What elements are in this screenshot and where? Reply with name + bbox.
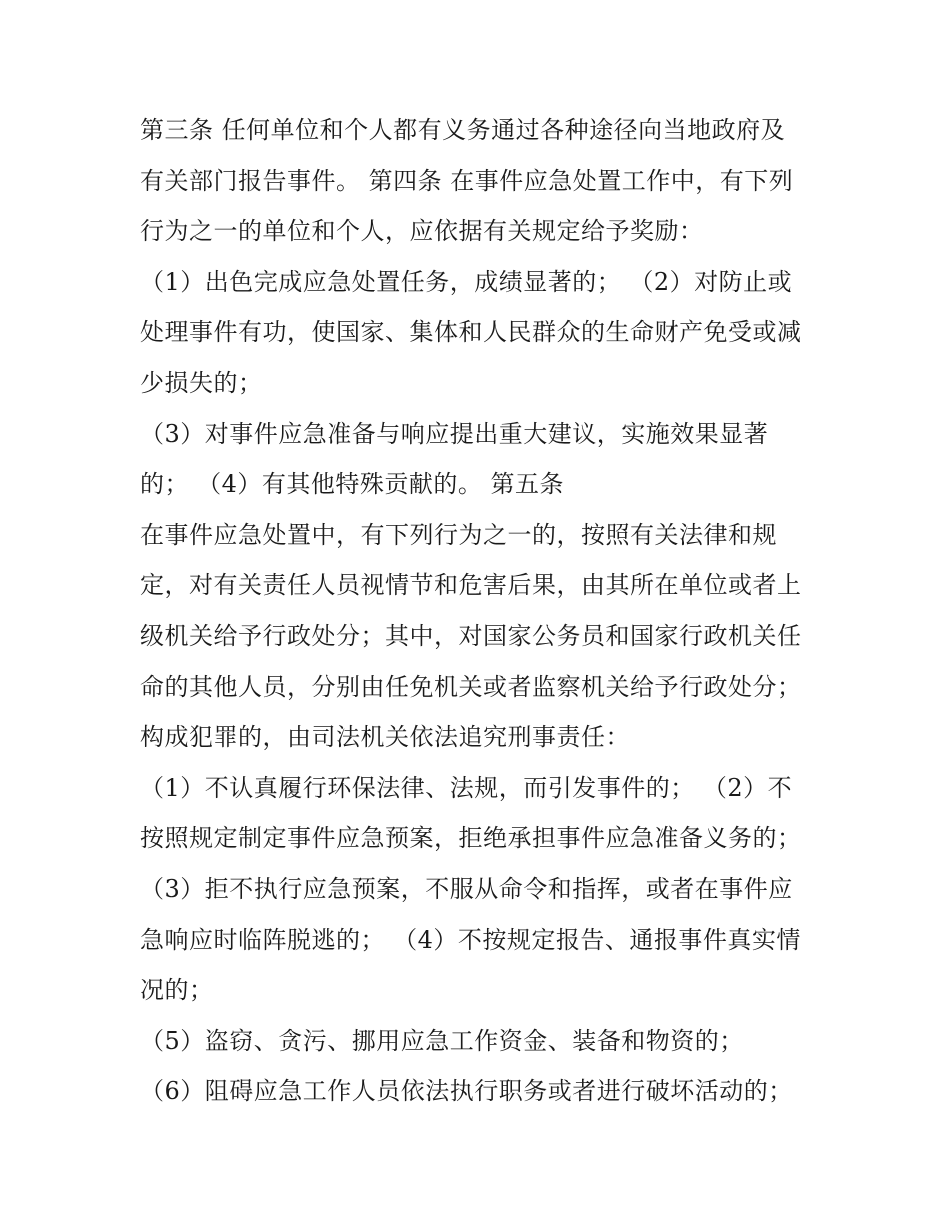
text-line: 按照规定制定事件应急预案，拒绝承担事件应急准备义务的； [140,824,802,852]
text-line: （1）出色完成应急处置任务，成绩显著的； （2）对防止或 [140,268,793,296]
text-line: 在事件应急处置中，有下列行为之一的，按照有关法律和规 [140,521,777,549]
text-line: 少损失的； [140,369,263,397]
text-line: 处理事件有功，使国家、集体和人民群众的生命财产免受或减 [140,318,802,346]
text-line: 有关部门报告事件。 第四条 在事件应急处置工作中，有下列 [140,167,794,195]
text-line: 况的； [140,976,214,1004]
text-line: （5）盗窃、贪污、挪用应急工作资金、装备和物资的； [140,1027,744,1055]
text-line: 级机关给予行政处分；其中，对国家公务员和国家行政机关任 [140,622,802,650]
text-line: 急响应时临阵脱逃的； （4）不按规定报告、通报事件真实情 [140,926,801,954]
text-line: 命的其他人员，分别由任免机关或者监察机关给予行政处分； [140,673,802,701]
text-line: （3）对事件应急准备与响应提出重大建议，实施效果显著 [140,420,769,448]
text-line: （1）不认真履行环保法律、法规，而引发事件的； （2）不 [140,774,793,802]
text-line: （6）阻碍应急工作人员依法执行职务或者进行破坏活动的； [140,1077,793,1105]
text-line: 定，对有关责任人员视情节和危害后果，由其所在单位或者上 [140,571,802,599]
text-line: 第三条 任何单位和个人都有义务通过各种途径向当地政府及 [140,116,786,144]
text-line: （3）拒不执行应急预案，不服从命令和指挥，或者在事件应 [140,875,793,903]
text-line: 的； （4）有其他特殊贡献的。 第五条 [140,470,565,498]
text-line: 构成犯罪的，由司法机关依法追究刑事责任： [140,723,630,751]
text-line: 行为之一的单位和个人，应依据有关规定给予奖励： [140,217,704,245]
